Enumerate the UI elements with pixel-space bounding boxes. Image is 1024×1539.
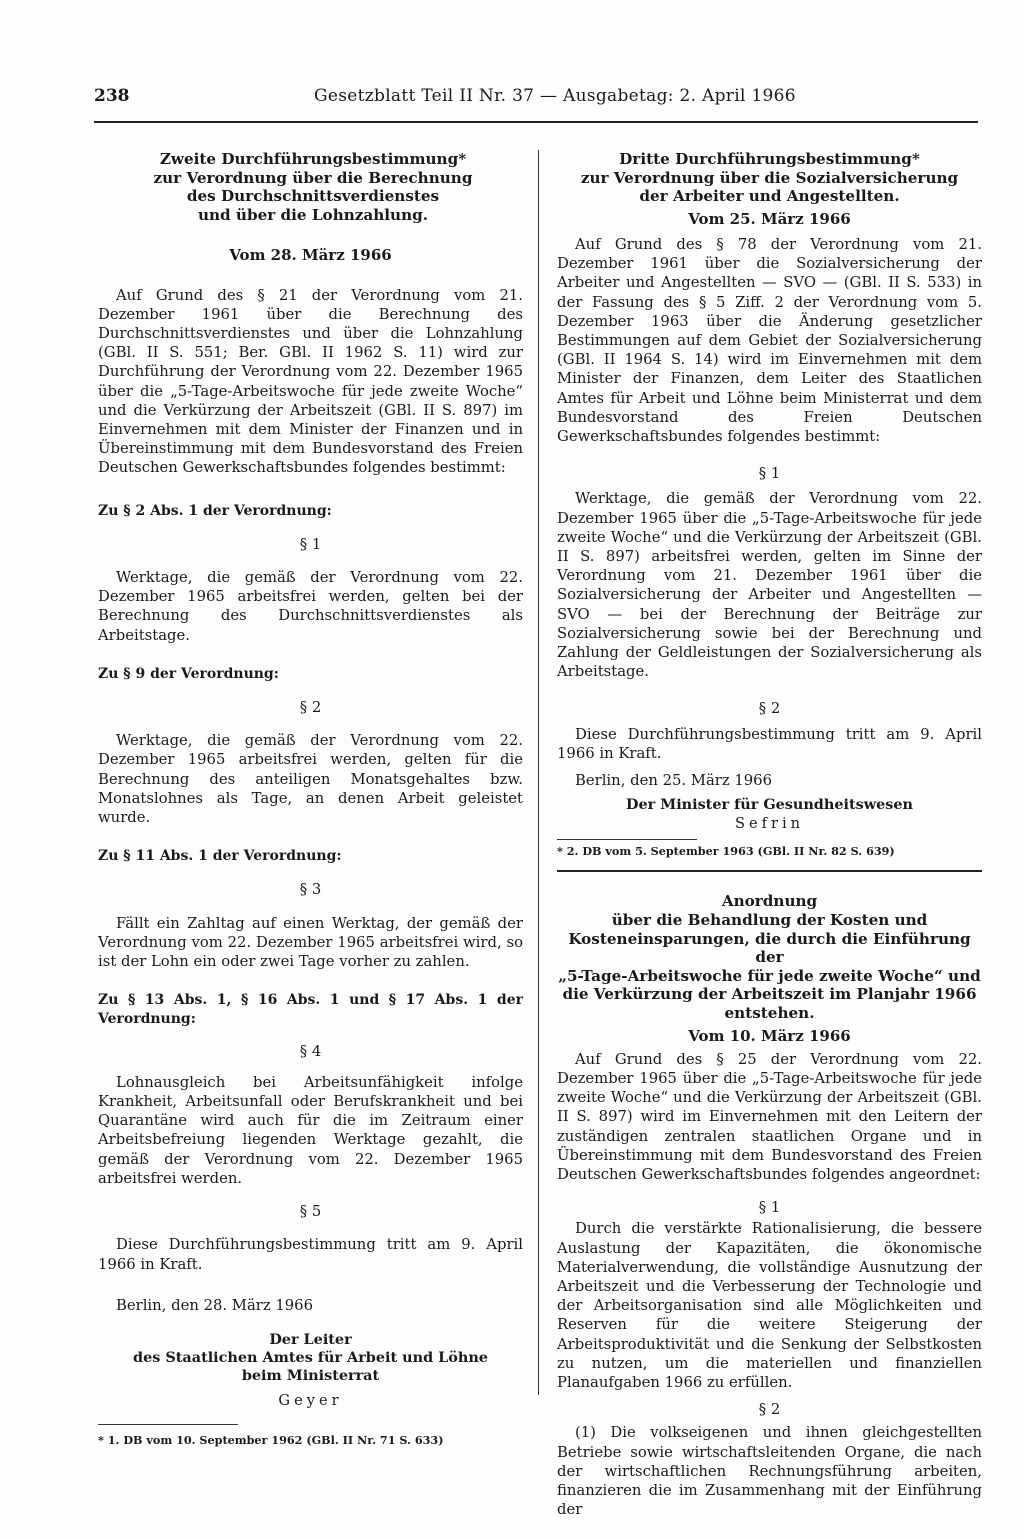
section-text: (1) Die volkseigenen und ihnen gleichgestellten Betriebe sowie wirtschaftsleitenden Organe, die nach der wirtschaftlichen Rechnungsführung arbeiten, finanzieren die im Zusammenhang mit der Einführung der [557,1424,982,1519]
title-line: der Arbeiter und Angestellten. [639,187,900,206]
section-text: Fällt ein Zahltag auf einen Werktag, der gemäß der Verordnung vom 22. Dezember 1965 arbeitsfrei wird, so ist der Lohn ein oder zwei Tage vorher zu zahlen. [98,914,523,971]
signer-name: Geyer [278,1391,343,1409]
signature-line: Der Leiter [269,1330,352,1348]
title-line: und über die Lohnzahlung. [197,205,429,224]
footnote: * 1. DB vom 10. September 1962 (GBl. II Nr. 71 S. 633) [98,1433,444,1448]
left-title [148,150,478,224]
place-date: Berlin, den 28. März 1966 [116,1296,314,1314]
section-text: Diese Durchführungsbestimmung tritt am 9. April 1966 in Kraft. [557,725,982,762]
footnote-rule [98,1424,238,1425]
title-line: Anordnung [721,892,818,911]
footnote-rule [557,839,697,840]
left-preamble: Auf Grund des § 21 der Verordnung vom 21. Dezember 1961 über die Berechnung des Durchschnittsverdienstes und über die Lohnzahlung (GBl. II S. 551; Ber. GBl. II 1962 S. 11) wird zur Durchführung der Verordnung vom 22. Dezember 1965 über die „5-Tage-Arbeitswoche für jede zweite Woche“ und die Verkürzung der Arbeitszeit (GBl. II S. 897) im Einvernehmen mit dem Minister der Finanzen und in Übereinstimmung mit dem Bundesvorstand des Freien Deutschen Gewerkschaftsbundes folgendes bestimmt: [98,286,523,477]
right-date: Vom 25. März 1966 [688,209,851,228]
right-column [557,150,982,1520]
anordnung-title [557,892,982,1022]
section-heading: § 1 [758,1199,781,1217]
section-heading: § 1 [299,535,322,553]
left-date: Vom 28. März 1966 [229,246,392,265]
section-heading: § 3 [299,881,322,899]
signature-line: beim Ministerrat [241,1366,380,1384]
section-heading: § 2 [299,699,322,717]
page-number: 238 [94,86,130,106]
page-header [94,86,894,112]
section-text: Werktage, die gemäß der Verordnung vom 22. Dezember 1965 über die „5-Tage-Arbeitswoche für jede zweite Woche“ und die Verkürzung der Arbeitszeit (GBl. II S. 897) arbeitsfrei werden, gelten im Sinne der Verordnung vom 21. Dezember 1961 über die Sozialversicherung der Arbeiter und Angestellten — SVO — bei der Berechnung der Beiträge zur Sozialversicherung sowie bei der Berechnung und Zahlung der Geldleistungen der Sozialversicherung als Arbeitstage. [557,490,982,681]
column-divider [538,150,539,1395]
left-column [98,150,523,1447]
section-text: Werktage, die gemäß der Verordnung vom 22. Dezember 1965 arbeitsfrei werden, gelten bei der Berechnung des Durchschnittsverdienstes als Arbeitstage. [98,569,523,644]
signature-line: des Staatlichen Amtes für Arbeit und Löhne [133,1348,488,1366]
title-line: zur Verordnung über die Berechnung [153,168,473,187]
section-heading: § 5 [299,1203,322,1221]
left-zu-heading: Zu § 11 Abs. 1 der Verordnung: [98,848,342,865]
title-line: entstehen. [724,1004,815,1023]
section-text: Durch die verstärkte Rationalisierung, die bessere Auslastung der Kapazitäten, die ökonomische Materialverwendung, die vollständige Ausnutzung der Arbeitszeit und die Verbesserung der Technologie und der Arbeitsorganisation sind alle Möglichkeiten und Reserven für die weitere Steigerung der Arbeitsproduktivität und die Senkung der Selbstkosten zu nutzen, um die materiellen und finanziellen Planaufgaben 1966 zu erfüllen. [557,1220,982,1392]
right-preamble: Auf Grund des § 78 der Verordnung vom 21. Dezember 1961 über die Sozialversicherung der Arbeiter und Angestellten — SVO — (GBl. II S. 533) in der Fassung des § 5 Ziff. 2 der Verordnung vom 5. Dezember 1963 über die Änderung gesetzlicher Bestimmungen auf dem Gebiet der Sozialversicherung (GBl. II 1964 S. 14) wird im Einvernehmen mit dem Minister der Finanzen, dem Leiter des Staatlichen Amtes für Arbeit und Löhne beim Ministerrat und dem Bundesvorstand des Freien Deutschen Gewerkschaftsbundes folgendes bestimmt: [557,235,982,446]
title-line: des Durchschnittsverdienstes [186,187,440,206]
section-heading: § 4 [299,1042,322,1060]
title-line: „5-Tage-Arbeitswoche für jede zweite Woche“ und [558,966,981,985]
section-text: Werktage, die gemäß der Verordnung vom 22. Dezember 1965 arbeitsfrei werden, gelten für die Berechnung des anteiligen Monatsgehaltes bzw. Monatslohnes als Tage, an denen Arbeit geleistet wurde. [98,732,523,827]
left-zu-heading: Zu § 13 Abs. 1, § 16 Abs. 1 und § 17 Abs. 1 der Verordnung: [98,992,523,1028]
title-line: über die Behandlung der Kosten und [611,911,928,930]
header-rule [94,121,978,123]
signature-block [98,1331,523,1410]
section-heading: § 2 [758,700,781,718]
section-heading: § 2 [758,1401,781,1419]
anordnung-date: Vom 10. März 1966 [688,1026,851,1045]
footnote: * 2. DB vom 5. September 1963 (GBl. II Nr. 82 S. 639) [557,844,895,859]
place-date: Berlin, den 25. März 1966 [575,772,773,790]
anordnung-preamble: Auf Grund des § 25 der Verordnung vom 22. Dezember 1965 über die „5-Tage-Arbeitswoche für jede zweite Woche“ und die Verkürzung der Arbeitszeit (GBl. II S. 897) wird im Einvernehmen mit den Leitern der zuständigen zentralen staatlichen Organe und in Übereinstimmung mit dem Bundesvorstand des Freien Deutschen Gewerkschaftsbundes folgendes angeordnet: [557,1050,982,1184]
signature-line: Der Minister für Gesundheitswesen [626,796,913,814]
signer-name: Sefrin [734,815,805,833]
left-zu-heading: Zu § 2 Abs. 1 der Verordnung: [98,502,332,519]
title-line: Kosteneinsparungen, die durch die Einführung der [568,929,971,967]
section-text: Diese Durchführungsbestimmung tritt am 9. April 1966 in Kraft. [98,1236,523,1273]
section-text: Lohnausgleich bei Arbeitsunfähigkeit infolge Krankheit, Arbeitsunfall oder Berufskrankheit und bei Quarantäne wird auch für die im Zeitraum einer Arbeitsbefreiung liegenden Werktage gezahlt, die gemäß der Verordnung vom 22. Dezember 1965 arbeitsfrei werden. [98,1073,523,1187]
title-line: Zweite Durchführungsbestimmung* [159,150,467,168]
left-zu-heading: Zu § 9 der Verordnung: [98,665,279,682]
title-line: Dritte Durchführungsbestimmung* [619,150,920,168]
running-title: Gesetzblatt Teil II Nr. 37 — Ausgabetag: 2. April 1966 [314,86,796,106]
section-heading: § 1 [758,465,781,483]
title-line: zur Verordnung über die Sozialversicherung [580,168,959,187]
title-line: die Verkürzung der Arbeitszeit im Planjahr 1966 [562,985,977,1004]
right-title [557,150,982,206]
article-separator [557,870,982,872]
